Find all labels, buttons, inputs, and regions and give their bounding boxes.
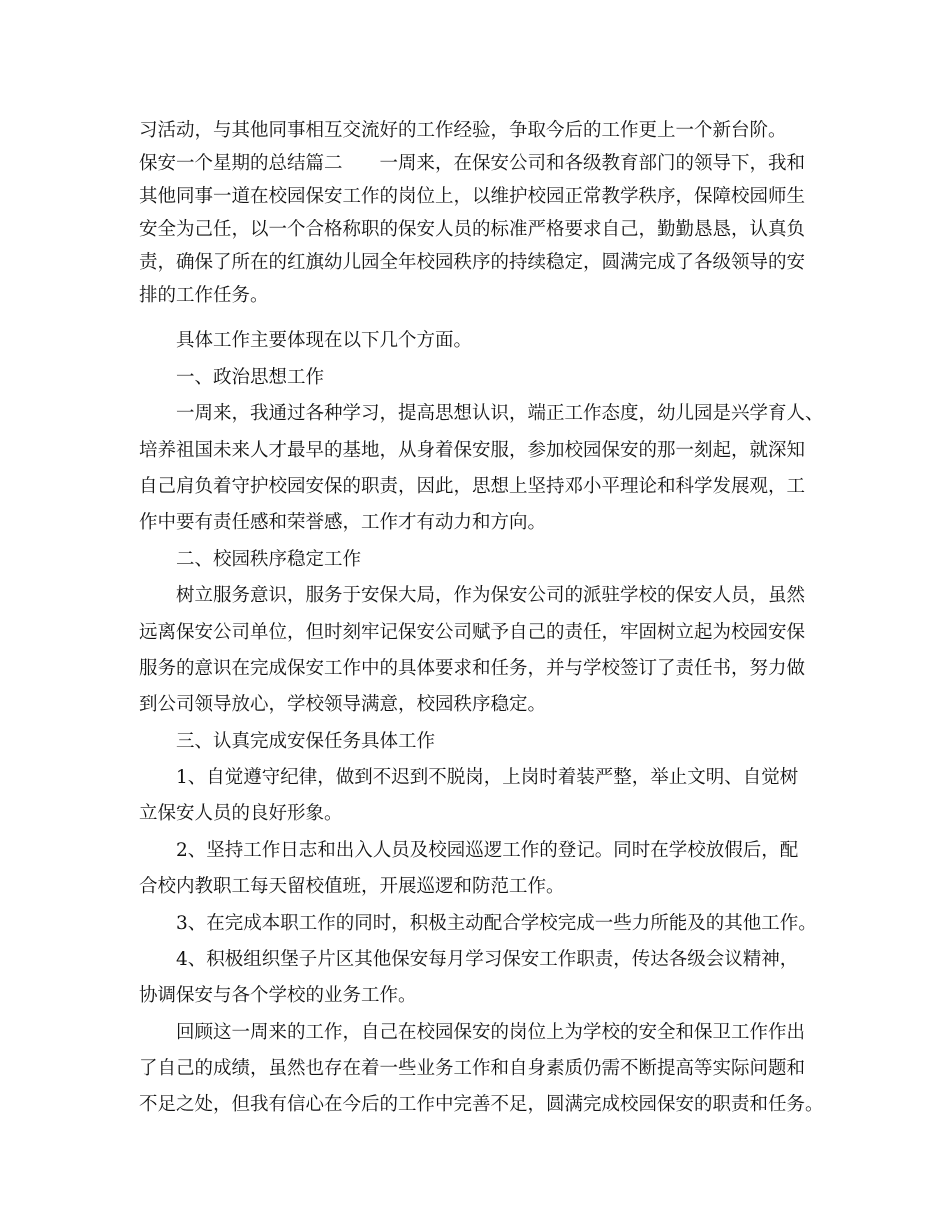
paragraph-line: 具体工作主要体现在以下几个方面。: [176, 330, 473, 351]
text-line: 责，确保了所在的红旗幼儿园全年校园秩序的持续稳定，圆满完成了各级领导的安: [139, 252, 806, 273]
text-line: 自己肩负着守护校园安保的职责，因此，思想上坚持邓小平理论和科学发展观，工: [139, 476, 806, 497]
text-line: 作中要有责任感和荣誉感，工作才有动力和方向。: [139, 512, 547, 533]
text-line: 到公司领导放心，学校领导满意，校园秩序稳定。: [139, 694, 547, 715]
text-line: 其他同事一道在校园保安工作的岗位上，以维护校园正常教学秩序，保障校园师生: [139, 186, 806, 207]
paragraph-line: 回顾这一周来的工作，自己在校园保安的岗位上为学校的安全和保卫工作作出: [176, 1022, 806, 1043]
text-line: 不足之处，但我有信心在今后的工作中完善不足，圆满完成校园保安的职责和任务。: [139, 1094, 824, 1115]
text-line: 立保安人员的良好形象。: [139, 803, 343, 824]
text-line: 合校内教职工每天留校值班，开展巡逻和防范工作。: [139, 876, 565, 897]
heading-line: 一、政治思想工作: [176, 367, 325, 388]
paragraph-line: 树立服务意识，服务于安保大局，作为保安公司的派驻学校的保安人员，虽然: [176, 585, 806, 606]
text-line: 培养祖国未来人才最早的基地，从身着保安服，参加校园保安的那一刻起，就深知: [139, 440, 806, 461]
text-line: 排的工作任务。: [139, 285, 269, 306]
heading-line: 二、校园秩序稳定工作: [176, 549, 362, 570]
section-title-line: 保安一个星期的总结篇二 一周来，在保安公司和各级教育部门的领导下，我和: [139, 153, 806, 174]
text-line: 远离保安公司单位，但时刻牢记保安公司赋予自己的责任，牢固树立起为校园安保: [139, 622, 806, 643]
text-line: 服务的意识在完成保安工作中的具体要求和任务，并与学校签订了责任书，努力做: [139, 658, 806, 679]
paragraph-line: 一周来，我通过各种学习，提高思想认识，端正工作态度，幼儿园是兴学育人、: [176, 403, 824, 424]
paragraph-line: 4、积极组织堡子片区其他保安每月学习保安工作职责，传达各级会议精神，: [176, 949, 799, 970]
paragraph-line: 1、自觉遵守纪律，做到不迟到不脱岗，上岗时着装严整，举止文明、自觉树: [176, 767, 799, 788]
text-line: 安全为己任，以一个合格称职的保安人员的标准严格要求自己，勤勤恳恳，认真负: [139, 219, 806, 240]
text-line: 协调保安与各个学校的业务工作。: [139, 985, 417, 1006]
paragraph-line: 2、坚持工作日志和出入人员及校园巡逻工作的登记。同时在学校放假后，配: [176, 840, 799, 861]
heading-line: 三、认真完成安保任务具体工作: [176, 731, 436, 752]
paragraph-line: 3、在完成本职工作的同时，积极主动配合学校完成一些力所能及的其他工作。: [176, 913, 817, 934]
text-line: 了自己的成绩，虽然也存在着一些业务工作和自身素质仍需不断提高等实际问题和: [139, 1058, 806, 1079]
text-line: 习活动，与其他同事相互交流好的工作经验，争取今后的工作更上一个新台阶。: [139, 120, 787, 141]
